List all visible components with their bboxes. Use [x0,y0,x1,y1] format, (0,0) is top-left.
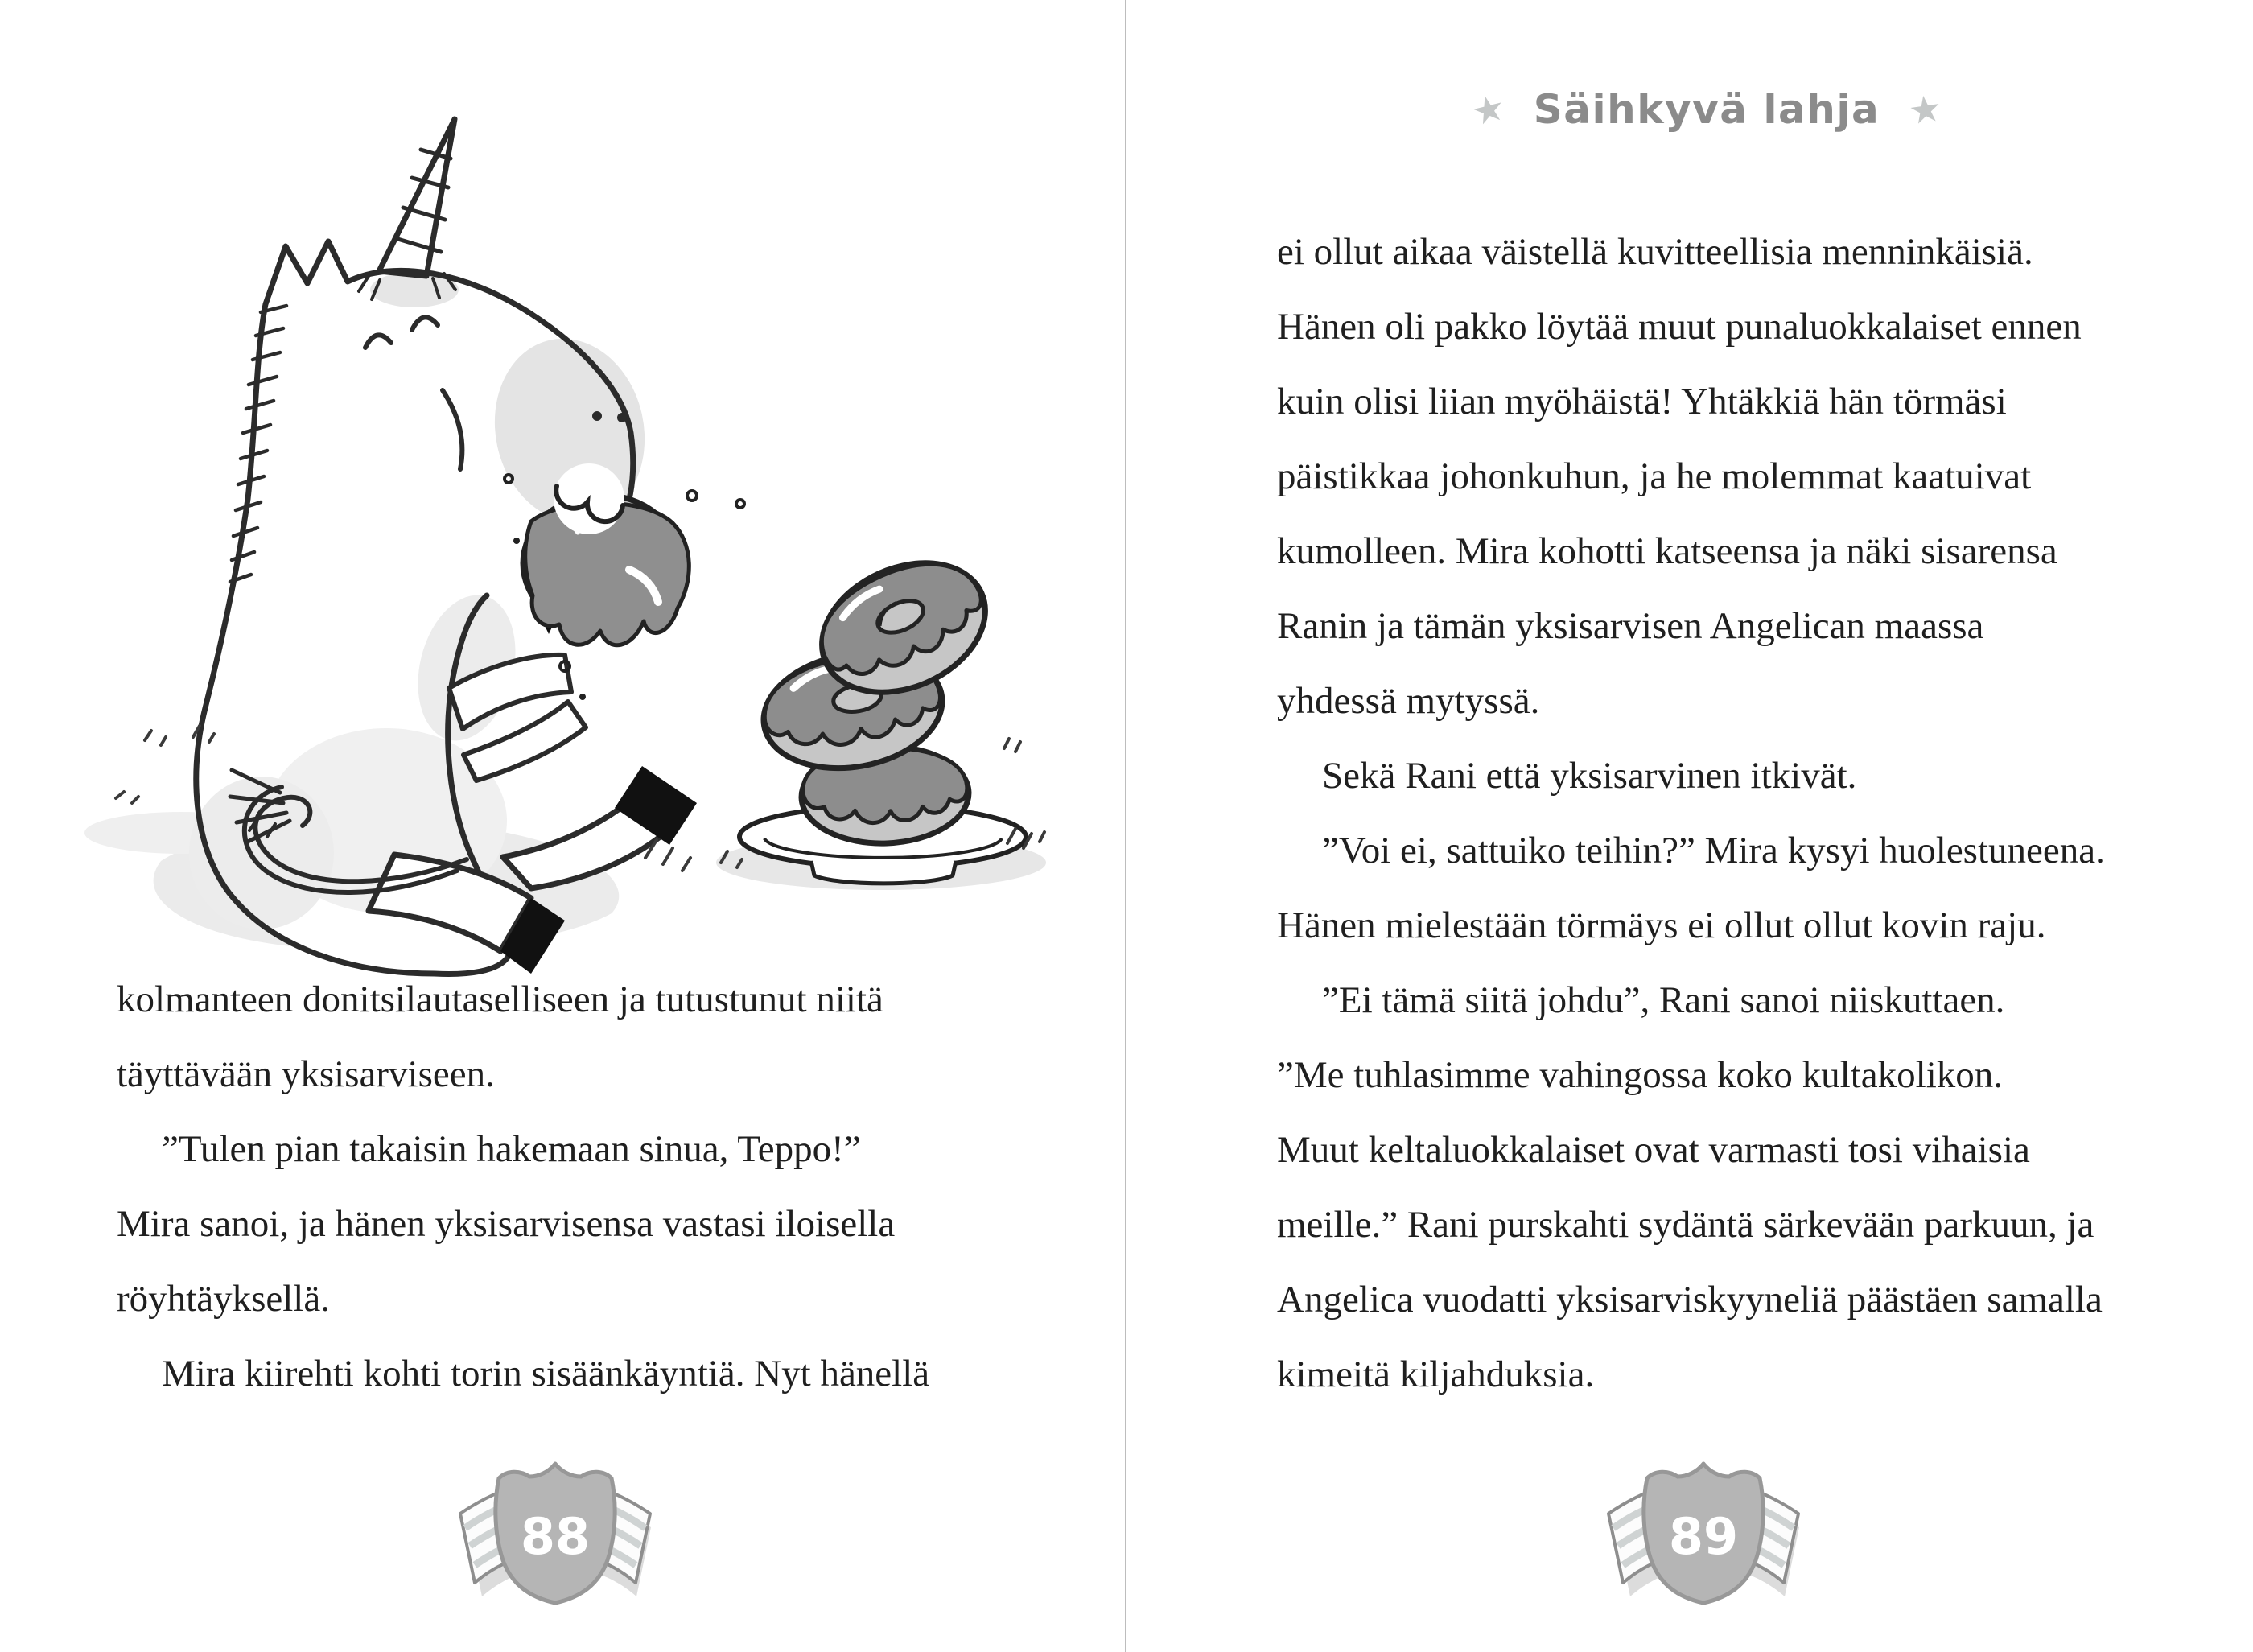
text-line: meille.” Rani purskahti sydäntä särkevään parkuun, ja [1277,1204,2094,1246]
text-line: täyttävään yksisarviseen. [117,1053,495,1095]
text-line: ”Me tuhlasimme vahingossa koko kultakolikon. [1277,1054,2004,1096]
text-line: Hänen mielestään törmäys ei ollut ollut kovin raju. [1277,904,2046,946]
text-line: Hänen oli pakko löytää muut punaluokkalaiset ennen [1277,306,2082,348]
chapter-title: Säihkyvä lahja [1533,86,1880,133]
page-badge-shield [451,1443,660,1612]
right-page-text [1277,215,2170,1412]
star-icon: ★ [1466,84,1510,135]
page-number: 88 [520,1507,591,1566]
text-line: ei ollut aikaa väistellä kuvitteellisia menninkäisiä. [1277,231,2033,273]
text-line: Muut keltaluokkalaiset ovat varmasti tosi vihaisia [1277,1129,2030,1171]
left-page-text [117,962,1010,1411]
text-line: kimeitä kiljahduksia. [1277,1353,1595,1395]
text-line: Mira sanoi, ja hänen yksisarvisensa vastasi iloisella [117,1203,896,1245]
star-icon: ★ [1905,85,1946,134]
text-line: röyhtäyksellä. [117,1278,330,1320]
page-divider [1125,0,1126,1652]
page-number: 89 [1668,1507,1739,1566]
text-line: Ranin ja tämän yksisarvisen Angelican maassa [1277,605,1984,647]
text-line: Angelica vuodatti yksisarviskyyneliä päästäen samalla [1277,1279,2103,1320]
text-line: ”Ei tämä siitä johdu”, Rani sanoi niiskuttaen. [1322,979,2005,1021]
donut-stack [755,538,1006,846]
chapter-header [1277,77,2136,142]
text-line: päistikkaa johonkuhun, ja he molemmat kaatuivat [1277,455,2032,497]
page-badge [451,1443,660,1612]
text-line: kumolleen. Mira kohotti katseensa ja näki sisarensa [1277,530,2057,572]
page-badge-shield [1599,1443,1808,1612]
text-line: kuin olisi liian myöhäistä! Yhtäkkiä hän törmäsi [1277,381,2007,422]
text-line: ”Voi ei, sattuiko teihin?” Mira kysyi huolestuneena. [1322,830,2105,871]
text-line: ”Tulen pian takaisin hakemaan sinua, Teppo!” [162,1128,861,1170]
text-line: yhdessä mytyssä. [1277,680,1540,722]
text-line: Mira kiirehti kohti torin sisäänkäyntiä. Nyt hänellä [162,1353,930,1395]
text-line: Sekä Rani että yksisarvinen itkivät. [1322,755,1857,797]
unicorn-donuts-illustration [48,48,1110,982]
page-badge [1599,1443,1808,1612]
text-line: kolmanteen donitsilautaselliseen ja tutustunut niitä [117,978,883,1020]
